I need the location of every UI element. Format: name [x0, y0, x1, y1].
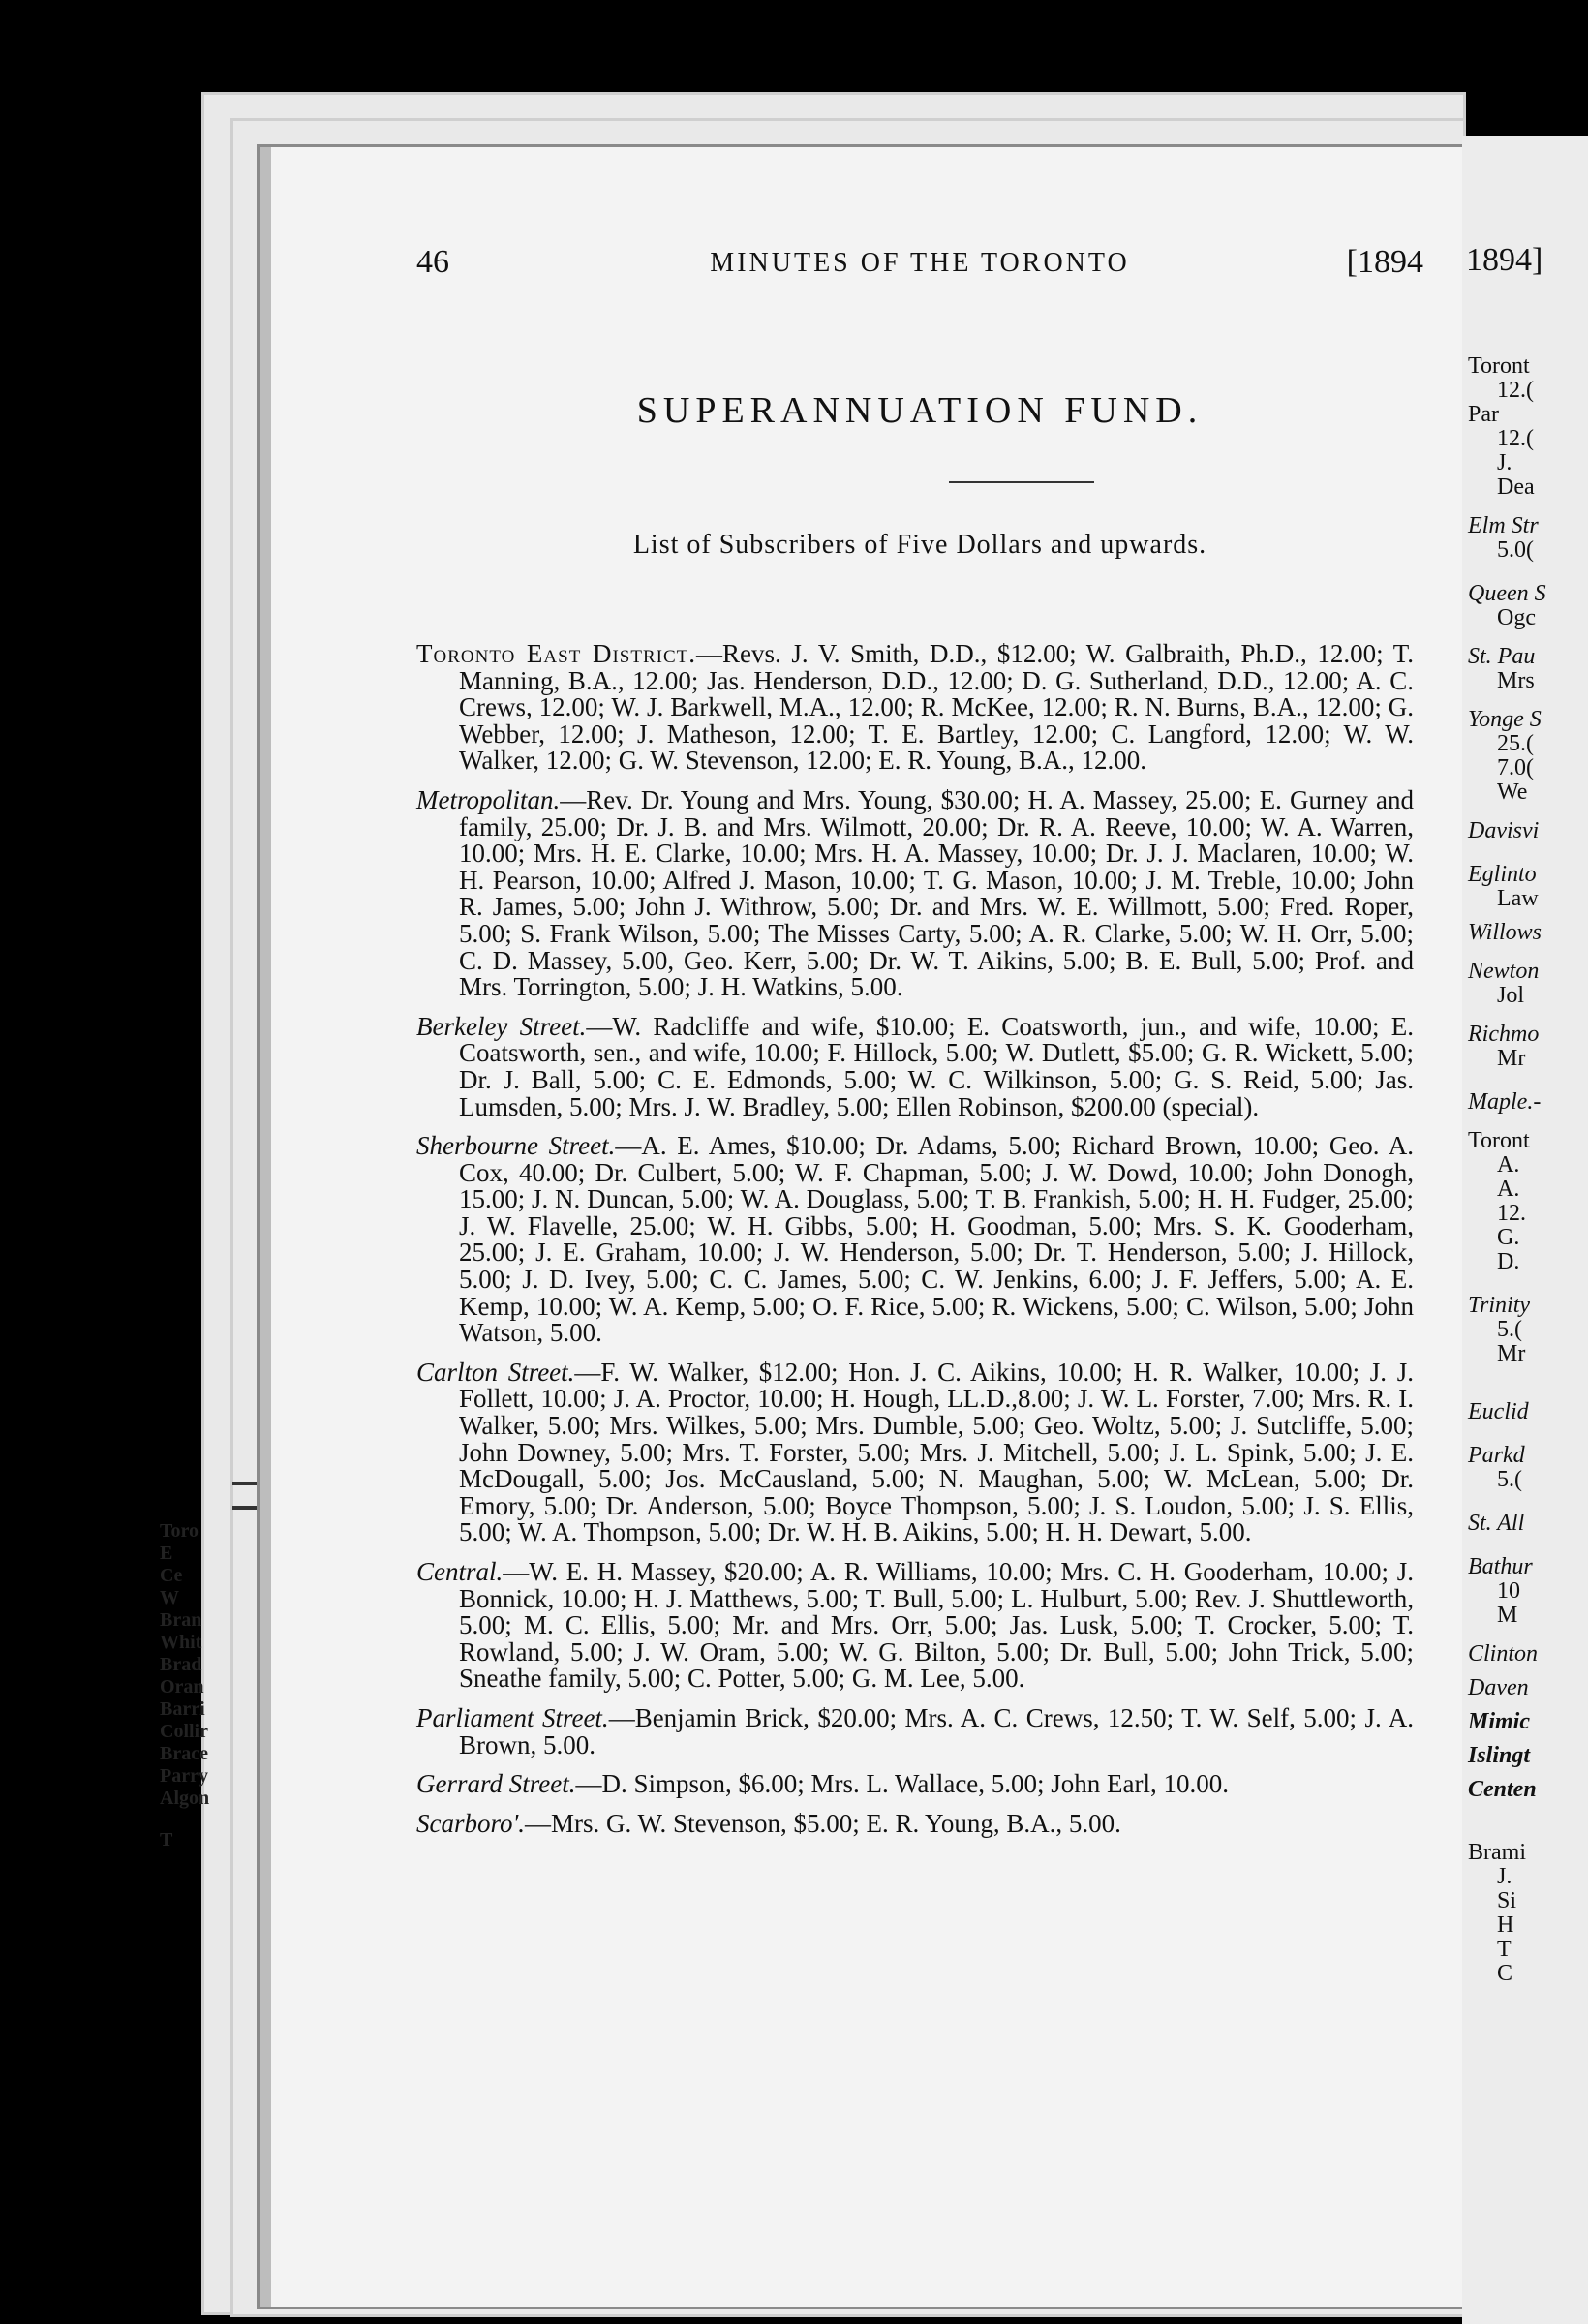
facing-page-fragment: Eglinto: [1468, 862, 1537, 887]
facing-page-fragment: Davisvi: [1468, 818, 1540, 843]
entry-label: Berkeley Street.: [416, 1011, 587, 1041]
facing-page-fragment: Clinton: [1468, 1641, 1539, 1667]
facing-page-fragment: Yonge S: [1468, 707, 1542, 732]
entry-label: Central.: [416, 1557, 504, 1586]
entry-text: —A. E. Ames, $10.00; Dr. Adams, 5.00; Richard Brown, 10.00; Geo. A. Cox, 40.00; Dr. Culbert, 5.00; W. F. Chapman, 5.00; J. W. Dowd, 10.00; John Donogh, 15.00; J. N. Duncan, 5.00; W. A. Douglass, 5.00; T. B. Frankish, 5.00; H. H. Fudger, 25.00; J. W. Flavelle, 25.00; W. H. Gibbs, 5.00; H. Goodman, 5.00; Mrs. S. K. Gooderham, 25.00; J. E. Graham, 10.00; J. W. Henderson, 5.00; Dr. T. Henderson, 5.00; J. Hillock, 5.00; J. D. Ivey, 5.00; C. C. James, 5.00; C. W. Jenkins, 6.00; J. F. Jeffers, 5.00; A. E. Kemp, 10.00; W. A. Kemp, 5.00; O. F. Rice, 5.00; R. Wickens, 5.00; C. Wilson, 5.00; John Watson, 5.00.: [459, 1131, 1414, 1348]
list-item: [416, 1011, 1414, 1121]
facing-page-fragment: Mr: [1497, 1046, 1526, 1071]
facing-page-fragment: 5.(: [1497, 1467, 1522, 1492]
title-rule: [949, 481, 1094, 483]
left-page-fragment: Brace: [160, 1743, 208, 1764]
entry-text: —W. E. H. Massey, $20.00; A. R. Williams, 10.00; Mrs. C. H. Gooderham, 10.00; J. Bonnick, 10.00; H. J. Matthews, 5.00; T. Bull, 5.00; L. Hulburt, 5.00; Rev. J. Shuttleworth, 5.00; M. C. Ellis, 5.00; Mr. and Mrs. Orr, 5.00; Jas. Lusk, 5.00; T. Crocker, 5.00; T. Rowland, 5.00; J. W. Oram, 5.00; W. G. Bilton, 5.00; Dr. Bull, 5.00; John Trick, 5.00; Sneathe family, 5.00; C. Potter, 5.00; G. M. Lee, 5.00.: [459, 1557, 1414, 1694]
facing-page-fragment: Law: [1497, 886, 1539, 911]
facing-page-fragment: Maple.-: [1468, 1089, 1542, 1115]
list-item: [416, 1133, 1414, 1347]
left-page-fragment: Oran: [160, 1676, 204, 1697]
left-page-fragment: E: [160, 1543, 173, 1564]
facing-page-fragment: Newton: [1468, 959, 1540, 984]
facing-page-fragment: Richmo: [1468, 1022, 1540, 1047]
facing-page-fragment: Toront: [1468, 353, 1530, 379]
facing-page-fragment: Daven: [1468, 1675, 1529, 1700]
facing-page-fragment: A.: [1497, 1177, 1520, 1202]
list-item: [416, 784, 1414, 1002]
facing-page-fragment: St. Pau: [1468, 644, 1536, 669]
list-item: [416, 1808, 1414, 1838]
header-year: [1894: [1346, 244, 1423, 280]
entry-label: Gerrard Street.: [416, 1769, 576, 1799]
facing-page-fragment: Centen: [1468, 1777, 1537, 1802]
book-page: [260, 147, 1462, 2307]
left-page-fragment: Ce: [160, 1565, 183, 1586]
facing-page-fragment: 10: [1497, 1578, 1520, 1604]
facing-page-fragment: Willows: [1468, 920, 1542, 945]
entry-text: —W. Radcliffe and wife, $10.00; E. Coatsworth, jun., and wife, 10.00; E. Coatsworth, sen., and wife, 10.00; F. Hillock, 5.00; W. Dutlett, $5.00; G. R. Wickett, 5.00; Dr. J. Ball, 5.00; C. E. Edmonds, 5.00; W. C. Wilkinson, 5.00; G. S. Reid, 5.00; Jas. Lumsden, 5.00; Mrs. J. W. Bradley, 5.00; Ellen Robinson, $200.00 (special).: [459, 1011, 1414, 1121]
entry-text: —Rev. Dr. Young and Mrs. Young, $30.00; H. A. Massey, 25.00; E. Gurney and family, 25.00; Dr. J. B. and Mrs. Wilmott, 20.00; Dr. R. A. Reeve, 10.00; W. A. Warren, 10.00; Mrs. H. E. Clarke, 10.00; Mrs. H. A. Massey, 10.00; Dr. J. J. Maclaren, 10.00; W. H. Pearson, 10.00; Alfred J. Mason, 10.00; T. G. Mason, 10.00; J. M. Treble, 10.00; John R. James, 5.00; John J. Withrow, 5.00; Dr. and Mrs. W. E. Willmott, 5.00; Fred. Roper, 5.00; S. Frank Wilson, 5.00; The Misses Carty, 5.00; A. R. Clarke, 5.00; W. H. Orr, 5.00; C. D. Massey, 5.00, Geo. Kerr, 5.00; Dr. W. T. Aikins, 5.00; B. E. Bull, 5.00; Prof. and Mrs. Torrington, 5.00; J. H. Watkins, 5.00.: [459, 784, 1414, 1002]
left-page-fragment: T: [160, 1829, 173, 1850]
facing-page-fragment: 12.: [1497, 1201, 1526, 1226]
facing-page-fragment: J.: [1497, 1864, 1512, 1889]
subscriber-list: [416, 641, 1414, 1850]
list-item: [416, 1771, 1414, 1798]
entry-label: Parliament Street.: [416, 1702, 609, 1732]
left-page-fragment: Toro: [160, 1520, 199, 1542]
entry-label: Carlton Street.: [416, 1357, 575, 1387]
facing-page-fragment: T: [1497, 1937, 1512, 1962]
list-item: [416, 1559, 1414, 1693]
facing-page-fragment: 12.(: [1497, 426, 1534, 451]
left-page-fragment: Collir: [160, 1721, 208, 1742]
facing-page-fragment: Toront: [1468, 1128, 1530, 1153]
facing-page-fragment: St. All: [1468, 1511, 1525, 1536]
facing-page-fragment: Queen S: [1468, 581, 1546, 606]
list-item: [416, 1357, 1414, 1547]
left-page-fragment: Whit: [160, 1632, 202, 1653]
running-title: MINUTES OF THE TORONTO: [710, 248, 1130, 278]
entry-label: Metropolitan.: [416, 784, 561, 814]
facing-page-fragment: Euclid: [1468, 1399, 1529, 1424]
facing-page-fragment: Bathur: [1468, 1554, 1533, 1579]
facing-page-fragment: We: [1497, 780, 1528, 805]
left-page-fragments: [160, 1520, 276, 1851]
facing-page-fragment: Islingt: [1468, 1743, 1531, 1768]
entry-label: Sherbourne Street.: [416, 1131, 616, 1161]
facing-page-fragment: Mrs: [1497, 668, 1535, 693]
entry-text: —D. Simpson, $6.00; Mrs. L. Wallace, 5.00; John Earl, 10.00.: [575, 1769, 1230, 1799]
list-item: [416, 1702, 1414, 1759]
facing-page-fragment: J.: [1497, 450, 1512, 475]
entry-text: —Mrs. G. W. Stevenson, $5.00; E. R. Young, B.A., 5.00.: [525, 1808, 1121, 1838]
entry-label: Scarboro'.: [416, 1808, 526, 1838]
facing-page-fragment: C: [1497, 1961, 1513, 1986]
left-page-fragment: Barri: [160, 1698, 205, 1720]
section-title: SUPERANNUATION FUND.: [636, 390, 1204, 431]
facing-page-fragment: A.: [1497, 1152, 1520, 1177]
left-page-fragment: Parry: [160, 1765, 208, 1787]
facing-page-fragment: Elm Str: [1468, 513, 1539, 538]
entry-text: —Revs. J. V. Smith, D.D., $12.00; W. Galbraith, Ph.D., 12.00; T. Manning, B.A., 12.00; Jas. Henderson, D.D., 12.00; D. G. Sutherland, D.D., 12.00; A. C. Crews, 12.00; W. J. Barkwell, M.A., 12.00; R. McKee, 12.00; R. N. Burns, B.A., 12.00; G. Webber, 12.00; J. Matheson, 12.00; T. E. Bartley, 12.00; C. Langford, 12.00; W. W. Walker, 12.00; G. W. Stevenson, 12.00; E. R. Young, B.A., 12.00.: [459, 639, 1414, 776]
facing-page-fragment: Mr: [1497, 1341, 1526, 1366]
section-subtitle: List of Subscribers of Five Dollars and upwards.: [632, 530, 1207, 560]
facing-page-fragment: 25.(: [1497, 731, 1534, 756]
page-number: 46: [416, 244, 449, 280]
left-page-fragment: Bran: [160, 1609, 202, 1631]
facing-page-fragment: 5.0(: [1497, 537, 1534, 563]
entry-text: —Benjamin Brick, $20.00; Mrs. A. C. Crews, 12.50; T. W. Self, 5.00; J. A. Brown, 5.00.: [459, 1702, 1414, 1759]
page-header: [416, 244, 1423, 283]
left-page-fragment: W: [160, 1587, 179, 1608]
facing-page-fragment: H: [1497, 1912, 1514, 1938]
facing-page-fragment: Si: [1497, 1888, 1517, 1913]
facing-page-fragment: Jol: [1497, 983, 1525, 1008]
facing-page-fragment: D.: [1497, 1249, 1520, 1274]
facing-page-fragment: Mimic: [1468, 1709, 1530, 1734]
entry-label: Toronto East District.: [416, 639, 696, 668]
facing-page-fragment: Brami: [1468, 1840, 1526, 1865]
facing-page-fragment: G.: [1497, 1225, 1520, 1250]
facing-page-fragment: Par: [1468, 402, 1499, 427]
facing-page-fragment: Parkd: [1468, 1443, 1525, 1468]
facing-page-fragment: Trinity: [1468, 1293, 1531, 1318]
facing-page-fragment: 7.0(: [1497, 755, 1534, 780]
facing-page-fragment: 12.(: [1497, 378, 1534, 403]
left-page-fragment: Algon: [160, 1788, 210, 1809]
facing-page-fragment: Ogc: [1497, 605, 1536, 630]
facing-page-fragment: 5.(: [1497, 1317, 1522, 1342]
facing-page-fragment: Dea: [1497, 474, 1535, 500]
facing-page-fragment: M: [1497, 1603, 1518, 1628]
entry-text: —F. W. Walker, $12.00; Hon. J. C. Aikins, 10.00; H. R. Walker, 10.00; J. J. Follett, 10.00; J. A. Proctor, 10.00; H. Hough, LL.D.,8.00; J. W. L. Forster, 7.00; Mrs. R. I. Walker, 5.00; Mrs. Wilkes, 5.00; Mrs. Dumble, 5.00; Geo. Woltz, 5.00; J. Sutcliffe, 5.00; John Downey, 5.00; Mrs. T. Forster, 5.00; Mrs. J. Mitchell, 5.00; J. L. Spink, 5.00; J. E. McDougall, 5.00; Jos. McCausland, 5.00; N. Maughan, 5.00; W. McLean, 5.00; Dr. Emory, 5.00; Dr. Anderson, 5.00; Boyce Thompson, 5.00; J. S. Loudon, 5.00; J. S. Ellis, 5.00; W. A. Thompson, 5.00; Dr. W. H. B. Aikins, 5.00; H. H. Dewart, 5.00.: [459, 1357, 1414, 1547]
list-item: [416, 641, 1414, 775]
facing-page: [1462, 136, 1588, 2324]
left-page-fragment: Brad: [160, 1654, 202, 1675]
facing-page-year: 1894]: [1466, 242, 1543, 278]
